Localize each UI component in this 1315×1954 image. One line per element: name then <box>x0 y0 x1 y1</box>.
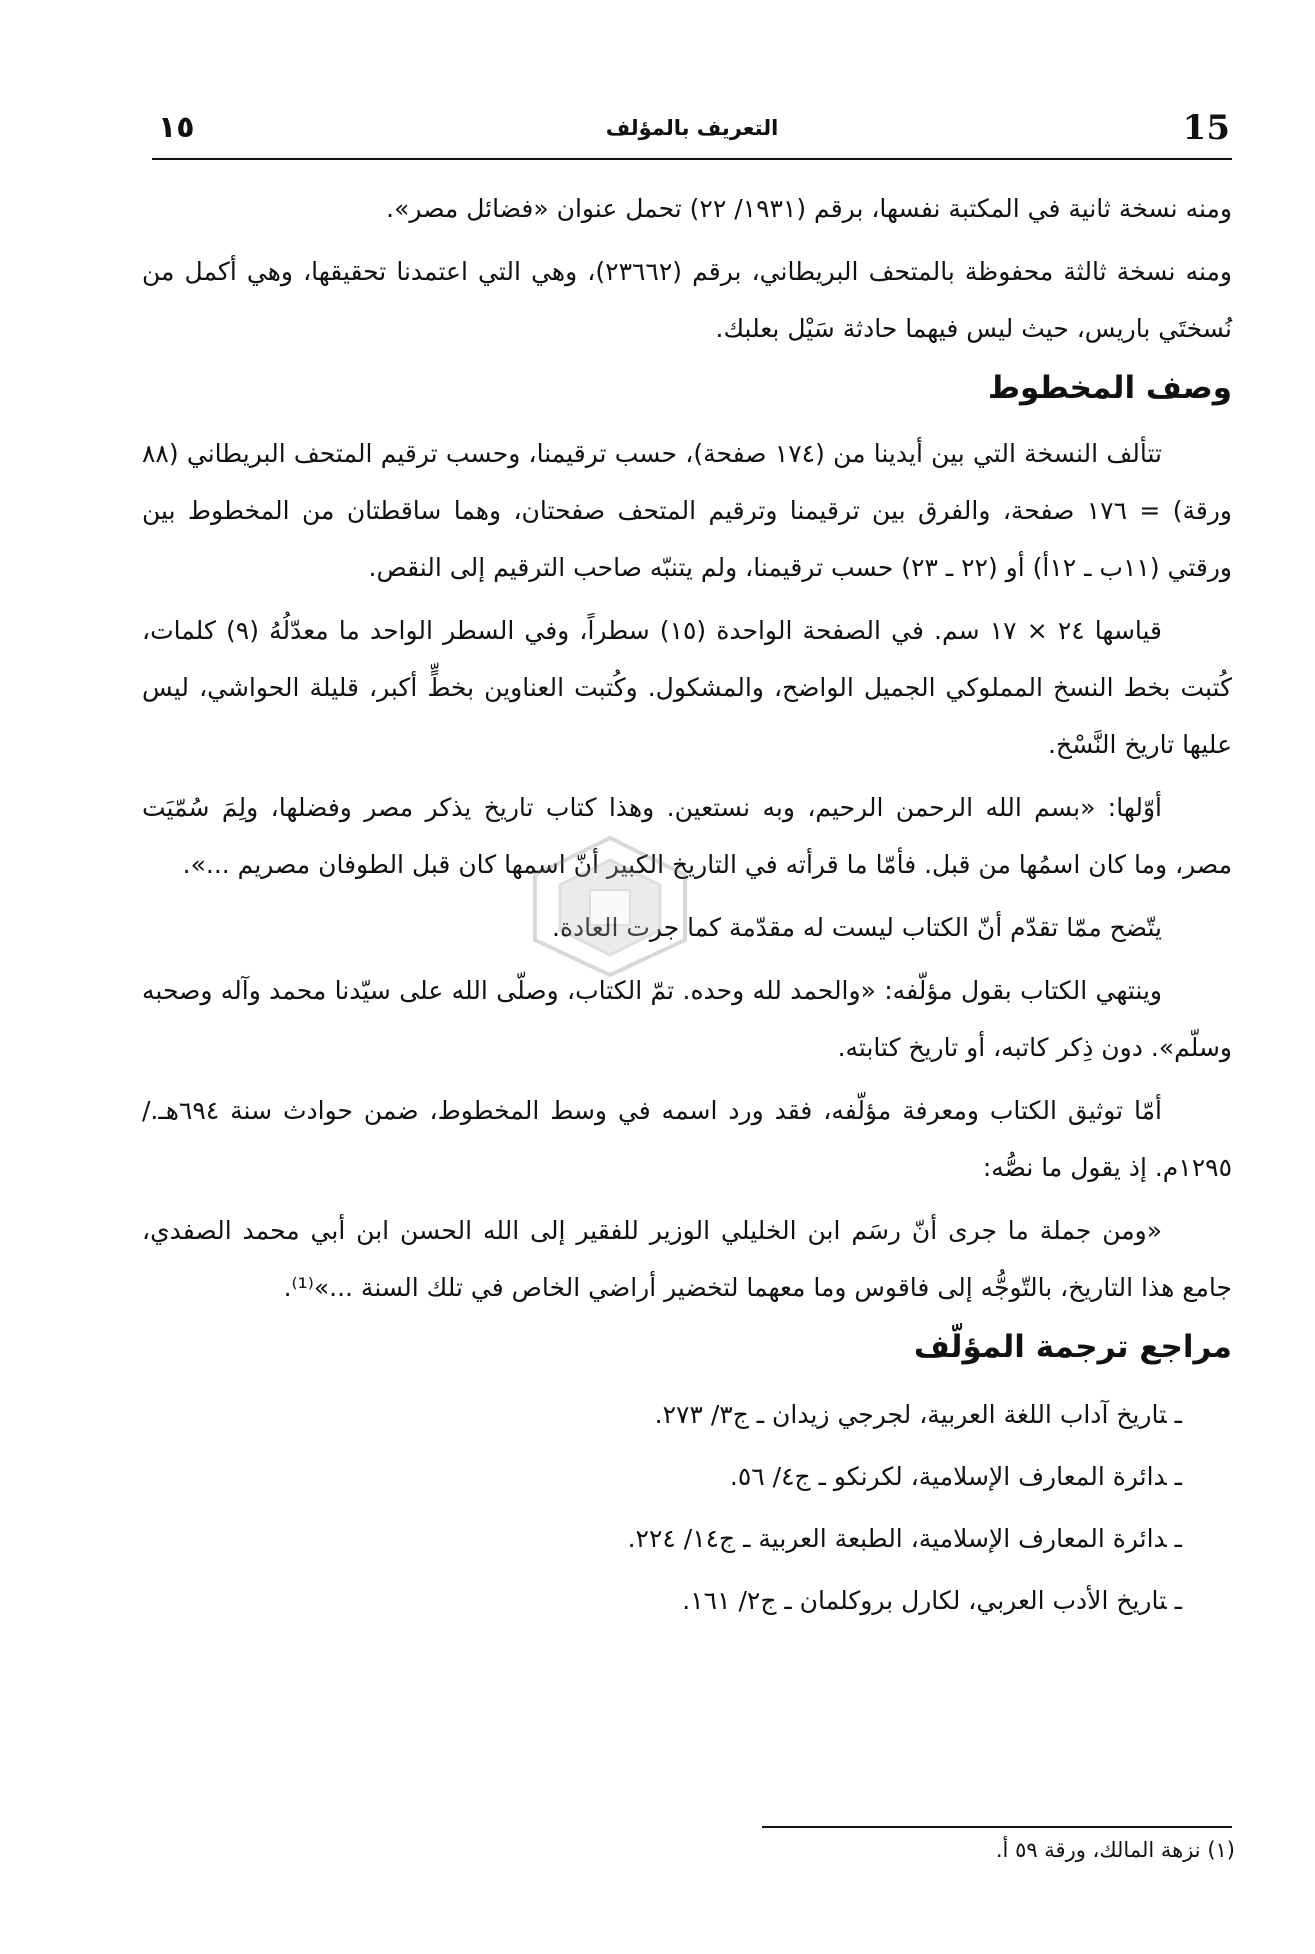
paragraph: وينتهي الكتاب بقول مؤلّفه: «والحمد لله وحده. تمّ الكتاب، وصلّى الله على سيّدنا محمد وآله وصحبه وسلّم». دون ذِكر كاتبه، أو تاريخ كتابته. <box>142 976 1232 1062</box>
library-stamp-watermark <box>520 830 700 980</box>
reference-item <box>142 1508 1232 1570</box>
reference-text: دائرة المعارف الإسلامية، الطبعة العربية ـ ج١٤/ ٢٢٤. <box>627 1524 1167 1553</box>
paragraph: يتّضح ممّا تقدّم أنّ الكتاب ليست له مقدّمة كما جرت العادة. <box>552 913 1162 942</box>
page-number-arabic: ١٥ <box>158 110 195 145</box>
reference-text: دائرة المعارف الإسلامية، لكرنكو ـ ج٤/ ٥٦. <box>729 1462 1167 1491</box>
paragraph: ومنه نسخة ثانية في المكتبة نفسها، برقم (١٩٣١/ ٢٢) تحمل عنوان «فضائل مصر». <box>386 194 1232 223</box>
page-header <box>152 108 1232 160</box>
section-heading-description: وصف المخطوط <box>987 370 1232 406</box>
paragraph: ومنه نسخة ثالثة محفوظة بالمتحف البريطاني، برقم (٢٣٦٦٢)، وهي التي اعتمدنا تحقيقها، وهي أكمل من نُسختَي باريس، حيث ليس فيهما حادثة سَيْل بعلبك. <box>142 257 1232 343</box>
list-dash: ـ <box>1174 1400 1182 1429</box>
list-dash: ـ <box>1174 1524 1182 1553</box>
quoted-paragraph: «ومن جملة ما جرى أنّ رسَم ابن الخليلي الوزير للفقير إلى الله الحسن ابن أبي محمد الصفدي، جامع هذا التاريخ، بالتّوجُّه إلى فاقوس وما معهما لتخضير أراضي الخاص في تلك السنة ...»⁽¹⁾. <box>142 1216 1232 1302</box>
list-dash: ـ <box>1174 1462 1182 1491</box>
reference-text: تاريخ آداب اللغة العربية، لجرجي زيدان ـ ج٣/ ٢٧٣. <box>654 1400 1167 1429</box>
paragraph: أمّا توثيق الكتاب ومعرفة مؤلّفه، فقد ورد اسمه في وسط المخطوط، ضمن حوادث سنة ٦٩٤هـ./١٢٩٥م. إذ يقول ما نصُّه: <box>142 1096 1232 1182</box>
reference-item <box>142 1570 1232 1632</box>
reference-list <box>142 1384 1232 1632</box>
page-number-latin: 15 <box>1182 108 1230 148</box>
paragraph: أوّلها: «بسم الله الرحمن الرحيم، وبه نستعين. وهذا كتاب تاريخ يذكر مصر وفضلها، ولِمَ سُمّيَت مصر، وما كان اسمُها من قبل. فأمّا ما قرأته في التاريخ الكبير أنّ اسمها كان قبل الطوفان مصريم ...». <box>142 793 1232 879</box>
section-heading-references: مراجع ترجمة المؤلّف <box>913 1329 1232 1365</box>
paragraph: تتألف النسخة التي بين أيدينا من (١٧٤ صفحة)، حسب ترقيمنا، وحسب ترقيم المتحف البريطاني (٨٨ ورقة) = ١٧٦ صفحة، والفرق بين ترقيمنا وترقيم المتحف صفحتان، وهما ساقطتان من المخطوط بين ورقتي (١١ب ـ ١٢أ) أو (٢٢ ـ ٢٣) حسب ترقيمنا، ولم يتنبّه صاحب الترقيم إلى النقص. <box>142 439 1232 582</box>
paragraph: قياسها ٢٤ × ١٧ سم. في الصفحة الواحدة (١٥) سطراً، وفي السطر الواحد ما معدّلُهُ (٩) كلمات، كُتبت بخط النسخ المملوكي الجميل الواضح، والمشكول. وكُتبت العناوين بخطٍّ أكبر، قليلة الحواشي، ليس عليها تاريخ النَّسْخ. <box>142 616 1232 759</box>
running-title: التعريف بالمؤلف <box>605 116 779 140</box>
list-dash: ـ <box>1174 1586 1182 1615</box>
reference-item <box>142 1384 1232 1446</box>
footnote: (١) نزهة المالك، ورقة ٥٩ أ. <box>995 1838 1235 1862</box>
reference-text: تاريخ الأدب العربي، لكارل بروكلمان ـ ج٢/ ١٦١. <box>682 1586 1167 1615</box>
header-rule <box>152 158 1232 160</box>
reference-item <box>142 1446 1232 1508</box>
footnote-rule <box>762 1826 1232 1828</box>
